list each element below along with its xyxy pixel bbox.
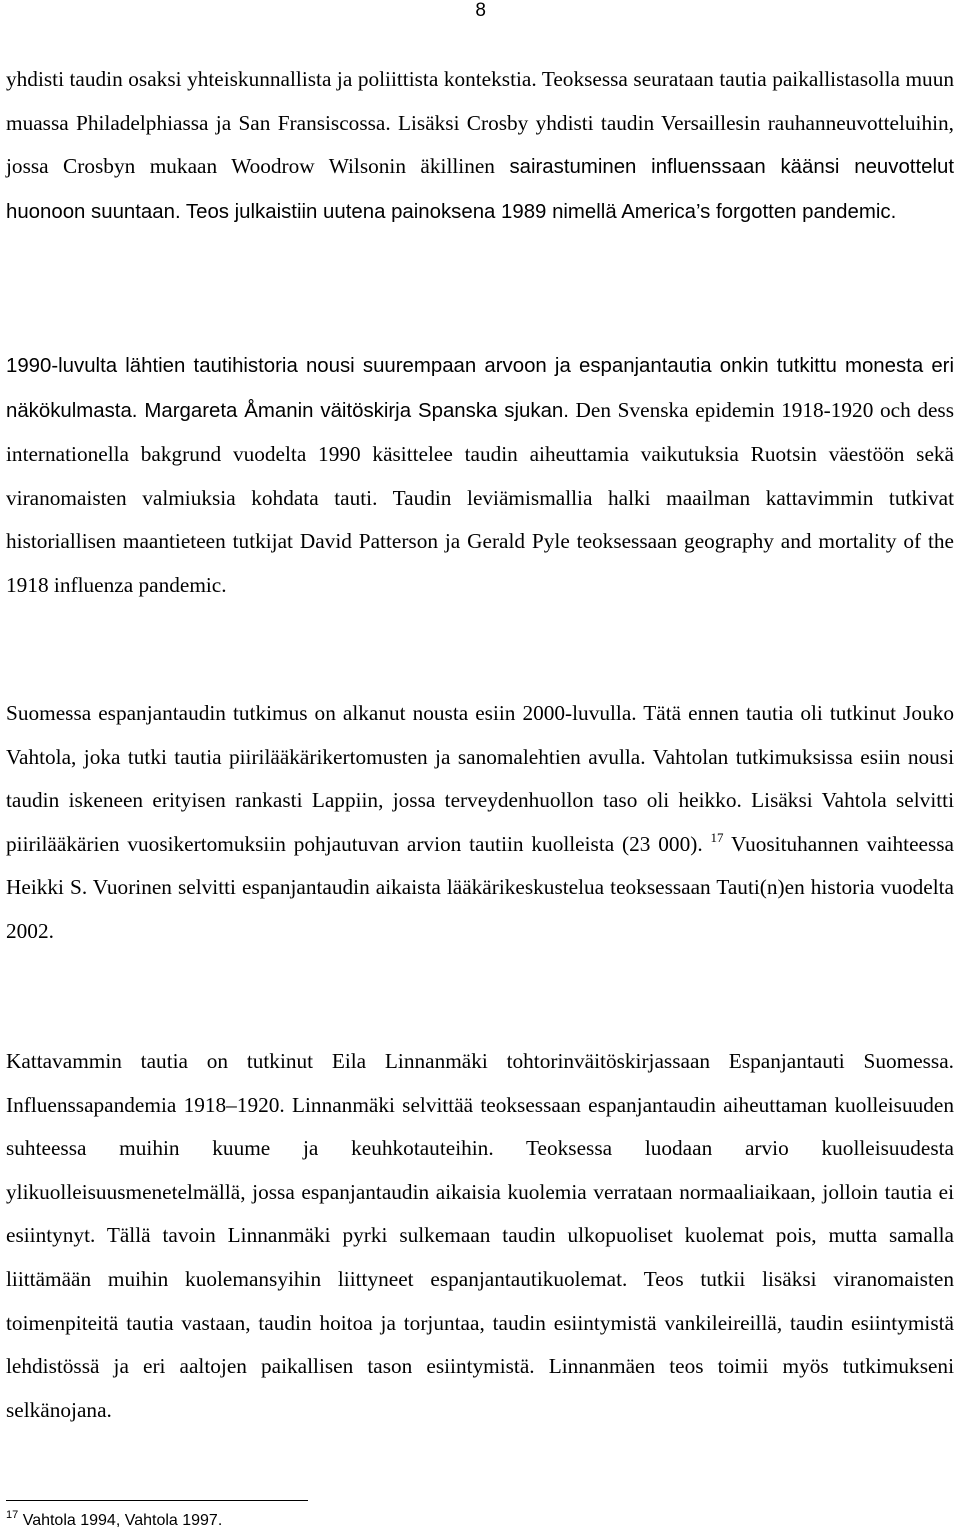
paragraph-finnish-text-a: Suomessa espanjantaudin tutkimus on alkanut nousta esiin 2000-luvulla. Tätä ennen tautia oli tutkinut Jouko Vahtola, joka tutki tautia piirilääkärikertomusten ja sanomalehtien avulla. Vahtolan tutkimuksissa esiin nousi taudin iskeneen erityisen rankasti Lappiin, jossa terveydenhuollon taso oli heikko. Lisäksi Vahtola selvitti piirilääkärien vuosikertomuksiin pohjautuvan arvion tautiin kuolleista (23 000). xyxy=(6,701,954,856)
paragraph-crosby-sans-text: sairastuminen influenssaan käänsi neuvottelut huonoon suuntaan. Teos julkaistiin uutena painoksena 1989 nimellä America’s forgotten pandemic. xyxy=(6,156,954,223)
paragraph-crosby xyxy=(6,58,954,234)
page-number: 8 xyxy=(475,0,486,21)
footnote-text: Vahtola 1994, Vahtola 1997. xyxy=(22,1512,223,1529)
footnote xyxy=(6,1510,222,1532)
paragraph-1990s-sans-text: 1990-luvulta lähtien tautihistoria nousi suurempaan arvoon ja espanjantautia onkin tutkittu monesta eri näkökulmasta. Margareta Åmanin väitöskirja Spanska sjukan. xyxy=(6,355,954,422)
footnote-reference[interactable]: 17 xyxy=(710,829,724,845)
paragraph-1990s-serif-text: Den Svenska epidemin 1918-1920 och dess internationella bakgrund vuodelta 1990 käsittelee taudin aiheuttamia vaikutuksia Ruotsin väestöön sekä viranomaisten valmiuksia kohdata tauti. Taudin leviämismallia halki maailman kattavimmin tutkivat historiallisen maantieteen tutkijat David Patterson ja Gerald Pyle teoksessaan geography and mortality of the 1918 influenza pandemic. xyxy=(6,397,954,597)
paragraph-finnish-text-b: Vuosituhannen vaihteessa Heikki S. Vuorinen selvitti espanjantaudin aikaista lääkärikeskustelua teoksessaan Tauti(n)en historia vuodelta 2002. xyxy=(6,831,955,943)
paragraph-finnish-research xyxy=(6,692,954,954)
paragraph-1990s-research xyxy=(6,344,954,608)
footnote-divider xyxy=(6,1500,308,1501)
paragraph-crosby-serif-text: yhdisti taudin osaksi yhteiskunnallista ja poliittista kontekstia. Teoksessa seurataan tautia paikallistasolla muun muassa Philadelphiassa ja San Fransiscossa. Lisäksi Crosby yhdisti taudin Versaillesin rauhanneuvotteluihin, jossa Crosbyn mukaan Woodrow Wilsonin äkillinen xyxy=(6,67,954,179)
paragraph-linnanmaki: Kattavammin tautia on tutkinut Eila Linnanmäki tohtorinväitöskirjassaan Espanjantauti Suomessa. Influenssapandemia 1918–1920. Linnanmäki selvittää teoksessaan espanjantaudin aiheuttaman kuolleisuuden suhteessa muihin kuume ja keuhkotauteihin. Teoksessa luodaan arvio kuolleisuudesta ylikuolleisuusmenetelmällä, jossa espanjantaudin aikaisia kuolemia verrataan normaaliaikaan, jolloin tautia ei esiintynyt. Tällä tavoin Linnanmäki pyrki sulkemaan taudin ulkopuoliset kuolemat pois, mutta samalla liittämään muihin kuolemansyihin liittyneet espanjantautikuolemat. Teos tutkii lisäksi viranomaisten toimenpiteitä tautia vastaan, taudin hoitoa ja torjuntaa, taudin esiintymistä vankileireillä, taudin esiintymistä lehdistössä ja eri aaltojen paikallisen tason esiintymistä. Linnanmäen teos toimii myös tutkimukseni selkänojana. xyxy=(6,1049,954,1422)
footnote-mark: 17 xyxy=(6,1509,19,1521)
